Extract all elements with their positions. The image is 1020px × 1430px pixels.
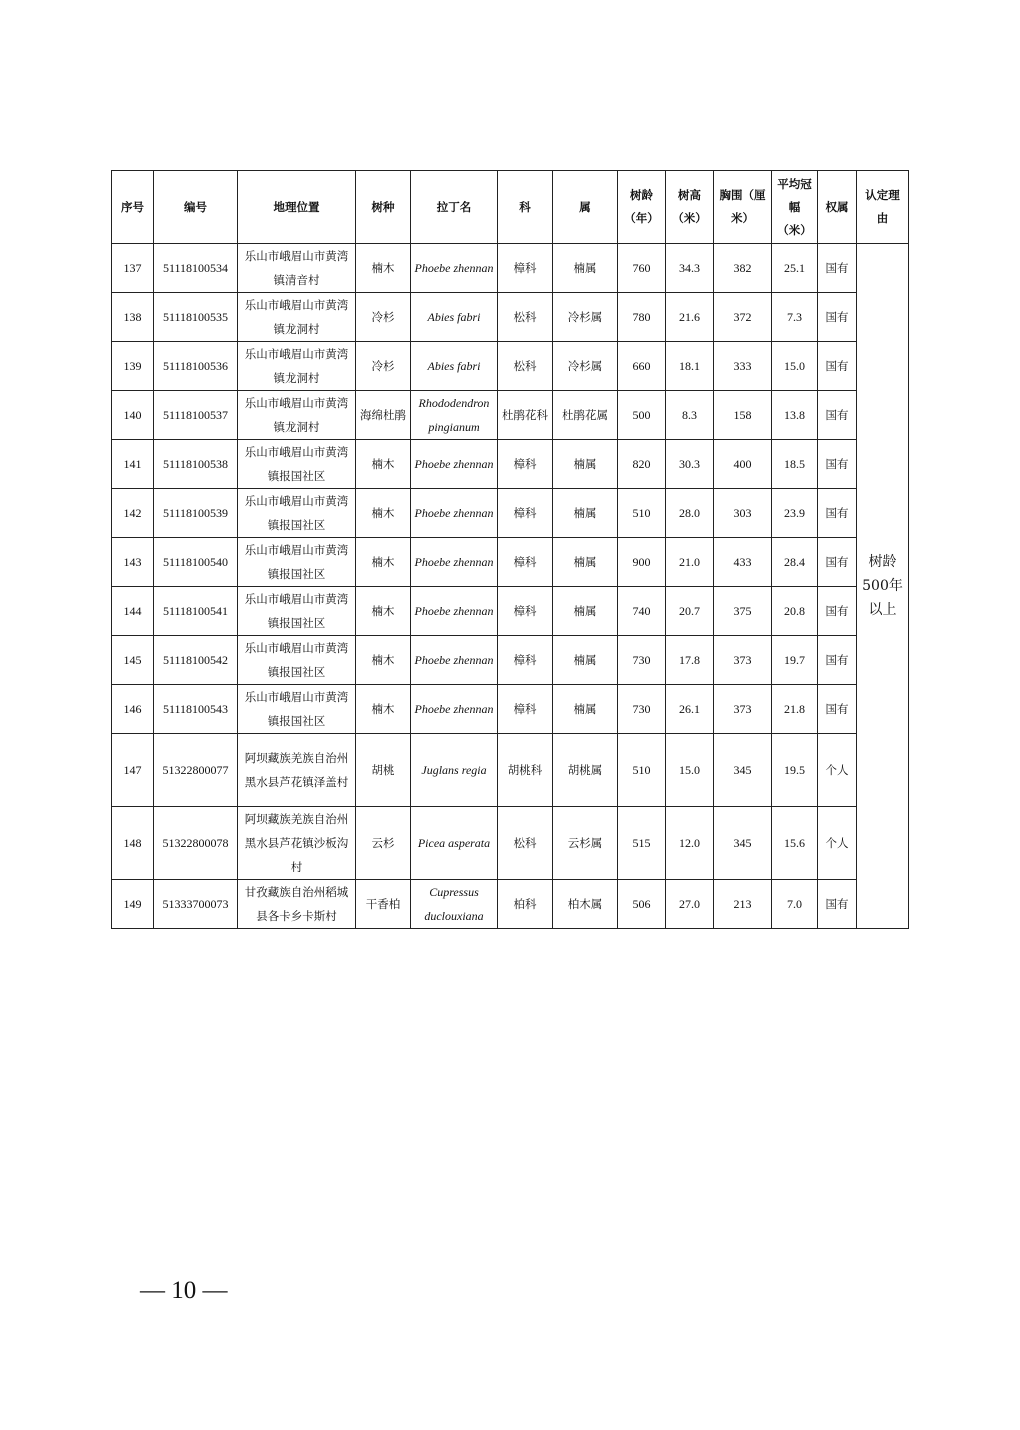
table-row: [112, 807, 909, 880]
cell-species: 楠木: [356, 538, 411, 587]
table-row: [112, 244, 909, 293]
header-age: 树龄（年）: [618, 171, 666, 244]
cell-latin: Abies fabri: [411, 342, 498, 391]
cell-location: 乐山市峨眉山市黄湾镇清音村: [238, 244, 356, 293]
cell-seq: 145: [112, 636, 154, 685]
cell-seq: 138: [112, 293, 154, 342]
cell-ownership: 国有: [818, 880, 857, 929]
cell-height: 15.0: [666, 734, 714, 807]
cell-genus: 楠属: [553, 587, 618, 636]
cell-code: 51118100534: [154, 244, 238, 293]
cell-age: 515: [618, 807, 666, 880]
cell-girth: 375: [714, 587, 772, 636]
table-header-row: [112, 171, 909, 244]
cell-code: 51118100536: [154, 342, 238, 391]
cell-ownership: 国有: [818, 293, 857, 342]
cell-code: 51322800077: [154, 734, 238, 807]
cell-ownership: 国有: [818, 489, 857, 538]
cell-code: 51322800078: [154, 807, 238, 880]
cell-latin: Phoebe zhennan: [411, 489, 498, 538]
cell-ownership: 个人: [818, 807, 857, 880]
header-seq: 序号: [112, 171, 154, 244]
cell-crown: 7.3: [772, 293, 818, 342]
cell-girth: 382: [714, 244, 772, 293]
cell-family: 樟科: [498, 636, 553, 685]
cell-seq: 144: [112, 587, 154, 636]
cell-family: 松科: [498, 293, 553, 342]
page-number: — 10 —: [140, 1277, 228, 1304]
cell-species: 冷杉: [356, 293, 411, 342]
cell-species: 楠木: [356, 440, 411, 489]
cell-crown: 28.4: [772, 538, 818, 587]
cell-code: 51333700073: [154, 880, 238, 929]
cell-height: 34.3: [666, 244, 714, 293]
table-row: [112, 880, 909, 929]
cell-age: 510: [618, 734, 666, 807]
cell-crown: 15.6: [772, 807, 818, 880]
cell-species: 海绵杜鹃: [356, 391, 411, 440]
cell-family: 松科: [498, 807, 553, 880]
cell-latin: Rhododendron pingianum: [411, 391, 498, 440]
cell-height: 27.0: [666, 880, 714, 929]
cell-genus: 胡桃属: [553, 734, 618, 807]
cell-ownership: 国有: [818, 538, 857, 587]
cell-girth: 433: [714, 538, 772, 587]
cell-code: 51118100541: [154, 587, 238, 636]
cell-latin: Cupressus duclouxiana: [411, 880, 498, 929]
cell-ownership: 国有: [818, 342, 857, 391]
header-genus: 属: [553, 171, 618, 244]
table-row: [112, 685, 909, 734]
cell-crown: 25.1: [772, 244, 818, 293]
cell-girth: 345: [714, 734, 772, 807]
cell-height: 21.0: [666, 538, 714, 587]
cell-seq: 147: [112, 734, 154, 807]
cell-latin: Abies fabri: [411, 293, 498, 342]
cell-seq: 149: [112, 880, 154, 929]
cell-code: 51118100538: [154, 440, 238, 489]
table-row: [112, 636, 909, 685]
table-row: [112, 293, 909, 342]
cell-age: 510: [618, 489, 666, 538]
cell-age: 730: [618, 685, 666, 734]
cell-genus: 楠属: [553, 489, 618, 538]
cell-girth: 372: [714, 293, 772, 342]
cell-species: 楠木: [356, 489, 411, 538]
cell-seq: 148: [112, 807, 154, 880]
ancient-trees-table: [111, 170, 909, 929]
cell-location: 乐山市峨眉山市黄湾镇报国社区: [238, 440, 356, 489]
cell-code: 51118100543: [154, 685, 238, 734]
cell-height: 12.0: [666, 807, 714, 880]
cell-genus: 楠属: [553, 636, 618, 685]
cell-family: 樟科: [498, 685, 553, 734]
cell-latin: Phoebe zhennan: [411, 587, 498, 636]
cell-family: 樟科: [498, 440, 553, 489]
cell-location: 乐山市峨眉山市黄湾镇报国社区: [238, 587, 356, 636]
cell-seq: 142: [112, 489, 154, 538]
cell-age: 500: [618, 391, 666, 440]
cell-family: 樟科: [498, 538, 553, 587]
cell-genus: 冷杉属: [553, 293, 618, 342]
cell-species: 楠木: [356, 244, 411, 293]
cell-age: 780: [618, 293, 666, 342]
cell-species: 楠木: [356, 636, 411, 685]
cell-species: 冷杉: [356, 342, 411, 391]
cell-seq: 141: [112, 440, 154, 489]
cell-reason: 树龄500年以上: [857, 244, 909, 929]
cell-seq: 143: [112, 538, 154, 587]
cell-crown: 7.0: [772, 880, 818, 929]
table-row: [112, 538, 909, 587]
header-crown: 平均冠幅（米）: [772, 171, 818, 244]
table-row: [112, 391, 909, 440]
cell-latin: Phoebe zhennan: [411, 636, 498, 685]
cell-genus: 楠属: [553, 244, 618, 293]
header-latin: 拉丁名: [411, 171, 498, 244]
header-girth: 胸围（厘米）: [714, 171, 772, 244]
cell-code: 51118100535: [154, 293, 238, 342]
cell-genus: 柏木属: [553, 880, 618, 929]
cell-girth: 333: [714, 342, 772, 391]
cell-girth: 345: [714, 807, 772, 880]
cell-species: 干香柏: [356, 880, 411, 929]
cell-location: 阿坝藏族羌族自治州黑水县芦花镇泽盖村: [238, 734, 356, 807]
cell-location: 乐山市峨眉山市黄湾镇龙洞村: [238, 293, 356, 342]
cell-ownership: 国有: [818, 244, 857, 293]
cell-age: 900: [618, 538, 666, 587]
cell-species: 楠木: [356, 685, 411, 734]
cell-seq: 137: [112, 244, 154, 293]
cell-girth: 373: [714, 636, 772, 685]
cell-latin: Picea asperata: [411, 807, 498, 880]
header-code: 编号: [154, 171, 238, 244]
cell-girth: 303: [714, 489, 772, 538]
cell-family: 松科: [498, 342, 553, 391]
cell-ownership: 国有: [818, 685, 857, 734]
cell-seq: 146: [112, 685, 154, 734]
header-family: 科: [498, 171, 553, 244]
cell-genus: 楠属: [553, 685, 618, 734]
cell-latin: Phoebe zhennan: [411, 244, 498, 293]
cell-height: 21.6: [666, 293, 714, 342]
header-location: 地理位置: [238, 171, 356, 244]
cell-girth: 400: [714, 440, 772, 489]
cell-seq: 139: [112, 342, 154, 391]
cell-location: 乐山市峨眉山市黄湾镇龙洞村: [238, 342, 356, 391]
cell-species: 楠木: [356, 587, 411, 636]
cell-age: 740: [618, 587, 666, 636]
cell-code: 51118100540: [154, 538, 238, 587]
table-body: [112, 244, 909, 929]
cell-family: 胡桃科: [498, 734, 553, 807]
cell-height: 26.1: [666, 685, 714, 734]
cell-girth: 158: [714, 391, 772, 440]
cell-age: 730: [618, 636, 666, 685]
cell-location: 乐山市峨眉山市黄湾镇龙洞村: [238, 391, 356, 440]
cell-family: 樟科: [498, 489, 553, 538]
cell-genus: 楠属: [553, 440, 618, 489]
cell-code: 51118100542: [154, 636, 238, 685]
cell-height: 18.1: [666, 342, 714, 391]
header-ownership: 权属: [818, 171, 857, 244]
cell-code: 51118100537: [154, 391, 238, 440]
cell-age: 760: [618, 244, 666, 293]
table-row: [112, 734, 909, 807]
cell-code: 51118100539: [154, 489, 238, 538]
table-row: [112, 587, 909, 636]
cell-location: 甘孜藏族自治州稻城县各卡乡卡斯村: [238, 880, 356, 929]
cell-family: 柏科: [498, 880, 553, 929]
header-reason: 认定理由: [857, 171, 909, 244]
cell-age: 820: [618, 440, 666, 489]
header-height: 树高（米）: [666, 171, 714, 244]
cell-height: 20.7: [666, 587, 714, 636]
cell-crown: 18.5: [772, 440, 818, 489]
cell-genus: 云杉属: [553, 807, 618, 880]
cell-species: 云杉: [356, 807, 411, 880]
cell-latin: Phoebe zhennan: [411, 440, 498, 489]
cell-ownership: 国有: [818, 636, 857, 685]
cell-crown: 21.8: [772, 685, 818, 734]
cell-crown: 13.8: [772, 391, 818, 440]
cell-crown: 20.8: [772, 587, 818, 636]
cell-height: 17.8: [666, 636, 714, 685]
cell-location: 乐山市峨眉山市黄湾镇报国社区: [238, 489, 356, 538]
cell-ownership: 国有: [818, 391, 857, 440]
cell-latin: Phoebe zhennan: [411, 685, 498, 734]
cell-location: 阿坝藏族羌族自治州黑水县芦花镇沙板沟村: [238, 807, 356, 880]
cell-girth: 373: [714, 685, 772, 734]
cell-genus: 楠属: [553, 538, 618, 587]
cell-crown: 23.9: [772, 489, 818, 538]
cell-crown: 15.0: [772, 342, 818, 391]
cell-seq: 140: [112, 391, 154, 440]
cell-crown: 19.5: [772, 734, 818, 807]
cell-ownership: 个人: [818, 734, 857, 807]
cell-family: 樟科: [498, 244, 553, 293]
cell-genus: 冷杉属: [553, 342, 618, 391]
cell-family: 樟科: [498, 587, 553, 636]
cell-height: 30.3: [666, 440, 714, 489]
cell-height: 28.0: [666, 489, 714, 538]
cell-height: 8.3: [666, 391, 714, 440]
cell-species: 胡桃: [356, 734, 411, 807]
cell-girth: 213: [714, 880, 772, 929]
cell-age: 506: [618, 880, 666, 929]
cell-family: 杜鹃花科: [498, 391, 553, 440]
cell-latin: Phoebe zhennan: [411, 538, 498, 587]
table-row: [112, 342, 909, 391]
cell-ownership: 国有: [818, 587, 857, 636]
cell-location: 乐山市峨眉山市黄湾镇报国社区: [238, 685, 356, 734]
header-species: 树种: [356, 171, 411, 244]
cell-age: 660: [618, 342, 666, 391]
cell-genus: 杜鹃花属: [553, 391, 618, 440]
cell-location: 乐山市峨眉山市黄湾镇报国社区: [238, 636, 356, 685]
cell-latin: Juglans regia: [411, 734, 498, 807]
table-row: [112, 489, 909, 538]
table-row: [112, 440, 909, 489]
cell-ownership: 国有: [818, 440, 857, 489]
cell-location: 乐山市峨眉山市黄湾镇报国社区: [238, 538, 356, 587]
cell-crown: 19.7: [772, 636, 818, 685]
